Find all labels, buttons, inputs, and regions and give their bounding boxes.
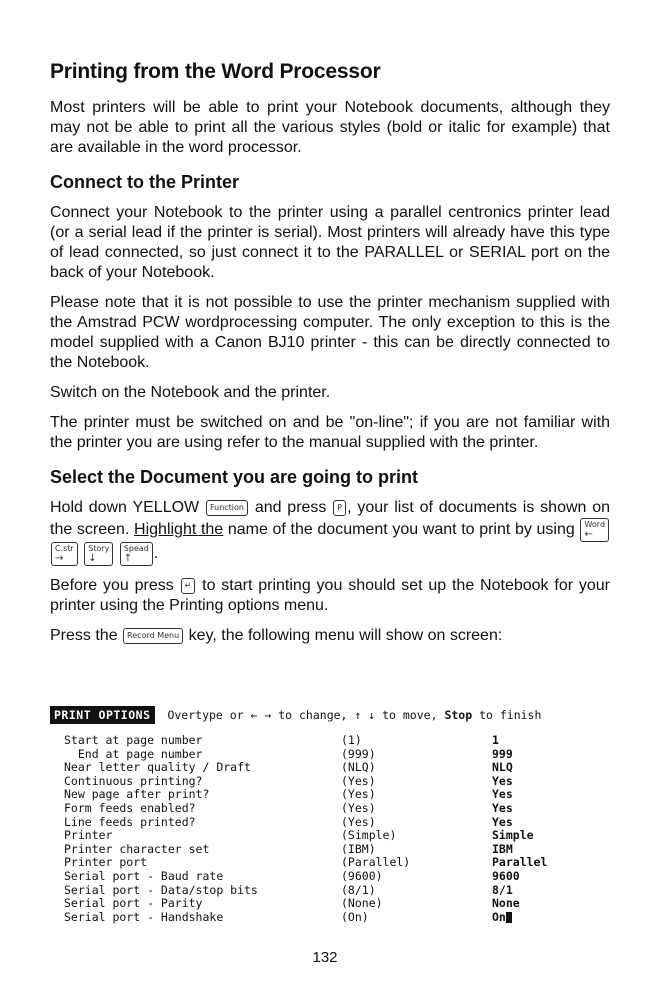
option-row[interactable] xyxy=(50,775,610,789)
option-row[interactable] xyxy=(50,897,610,911)
option-value-field[interactable]: IBM xyxy=(492,841,513,856)
option-row[interactable] xyxy=(50,788,610,802)
text-cursor-icon xyxy=(506,912,512,923)
options-list xyxy=(50,734,610,924)
option-value-field[interactable]: On xyxy=(492,909,506,924)
option-row[interactable] xyxy=(50,816,610,830)
option-value-field[interactable]: 9600 xyxy=(492,868,520,883)
option-row[interactable] xyxy=(50,911,610,925)
connect-paragraph-1: Connect your Notebook to the printer using a parallel centronics printer lead (or a serial lead if the printer is serial). Most printers will already have this type of lead connected, so just connect it to the PARALLEL or SERIAL port on the back of your Notebook. xyxy=(50,204,610,281)
option-label: Serial port - Data/stop bits xyxy=(64,882,258,897)
option-label: Start at page number xyxy=(64,733,203,747)
option-value-field[interactable]: None xyxy=(492,896,520,911)
option-default: (Yes) xyxy=(341,800,376,815)
section-heading-select: Select the Document you are going to print xyxy=(50,467,419,487)
up-key-icon: Spead ↑ xyxy=(120,542,153,566)
text: , your list of documents is shown on the screen. xyxy=(50,499,611,539)
option-default: (999) xyxy=(341,746,376,761)
option-row[interactable] xyxy=(50,884,610,898)
option-value-field[interactable]: Parallel xyxy=(492,855,548,870)
connect-paragraph-3: Switch on the Notebook and the printer. xyxy=(50,384,331,401)
option-row[interactable] xyxy=(50,802,610,816)
option-label: Continuous printing? xyxy=(64,773,203,788)
option-value-field[interactable]: 999 xyxy=(492,746,513,761)
section-heading-connect: Connect to the Printer xyxy=(50,172,240,192)
text: name of the document you want to print by using xyxy=(227,521,575,539)
menu-hint: Overtype or ← → to change, ↑ ↓ to move, Stop to finish xyxy=(167,708,542,722)
option-label: New page after print? xyxy=(64,787,210,802)
page-title: Printing from the Word Processor xyxy=(50,60,381,83)
record-menu-key-icon: Record Menu xyxy=(123,628,183,644)
text: Hold down YELLOW xyxy=(50,499,200,516)
option-label: Near letter quality / Draft xyxy=(64,760,251,775)
option-value-field[interactable]: Yes xyxy=(492,773,513,788)
option-default: (Parallel) xyxy=(341,855,411,870)
option-label: Serial port - Handshake xyxy=(64,909,224,924)
option-value-field[interactable]: Yes xyxy=(492,814,513,829)
option-value-field[interactable]: 8/1 xyxy=(492,882,513,897)
option-default: (Simple) xyxy=(341,828,397,843)
function-key-icon: Function xyxy=(206,500,248,516)
option-label: Printer port xyxy=(64,855,148,870)
option-row[interactable] xyxy=(50,748,610,762)
menu-title: PRINT OPTIONS xyxy=(50,706,155,724)
option-label: Printer character set xyxy=(64,841,210,856)
option-default: (NLQ) xyxy=(341,760,376,775)
select-paragraph-1: Hold down YELLOW Function and press P , your list of documents is shown on the screen. Highlight the name of the document you want to print by using Word ← C.str → Story ↓ Spead ↑ . xyxy=(50,499,611,564)
option-default: (Yes) xyxy=(341,787,376,802)
option-label: End at page number xyxy=(64,746,203,761)
option-row[interactable] xyxy=(50,761,610,775)
option-row[interactable] xyxy=(50,856,610,870)
option-default: (None) xyxy=(341,896,383,911)
select-paragraph-3: Press the Record Menu key, the following menu will show on screen: xyxy=(50,627,503,644)
option-default: (1) xyxy=(341,733,362,747)
intro-paragraph: Most printers will be able to print your Notebook documents, although they may not be able to print all the various styles (bold or italic for example) that are available in the word processor. xyxy=(50,99,610,156)
option-value-field[interactable]: 1 xyxy=(492,733,499,747)
option-row[interactable] xyxy=(50,734,610,748)
option-default: (Yes) xyxy=(341,773,376,788)
p-key-icon: P xyxy=(333,500,346,516)
option-value-field[interactable]: NLQ xyxy=(492,760,513,775)
page-number: 132 xyxy=(312,949,338,966)
menu-bar xyxy=(50,706,610,724)
highlight-text: Highlight the xyxy=(134,521,224,539)
option-value-field[interactable]: Simple xyxy=(492,828,534,843)
option-value-field[interactable]: Yes xyxy=(492,800,513,815)
select-paragraph-2: Before you press ↵ to start printing you should set up the Notebook for your printer using the Printing options menu. xyxy=(50,577,611,614)
enter-key-icon: ↵ xyxy=(181,578,196,594)
option-default: (8/1) xyxy=(341,882,376,897)
print-options-screen xyxy=(50,706,610,924)
option-value-field[interactable]: Yes xyxy=(492,787,513,802)
connect-paragraph-2: Please note that it is not possible to use the printer mechanism supplied with the Amstrad PCW wordprocessing computer. The only exception to this is the model supplied with a Canon BJ10 printer - this can be directly connected to the Notebook. xyxy=(50,294,610,371)
option-row[interactable] xyxy=(50,829,610,843)
down-key-icon: Story ↓ xyxy=(84,542,113,566)
option-row[interactable] xyxy=(50,843,610,857)
word-right-key-icon: C.str → xyxy=(51,542,78,566)
option-label: Line feeds printed? xyxy=(64,814,196,829)
text: and press xyxy=(254,499,327,516)
option-default: (9600) xyxy=(341,868,383,883)
word-left-key-icon: Word ← xyxy=(580,518,609,542)
manual-page xyxy=(50,60,610,656)
option-default: (IBM) xyxy=(341,841,376,856)
connect-paragraph-4: The printer must be switched on and be "on-line"; if you are not familiar with the printer you are using refer to the manual supplied with the printer. xyxy=(50,414,610,451)
option-label: Form feeds enabled? xyxy=(64,800,196,815)
option-label: Printer xyxy=(64,828,113,843)
option-row[interactable] xyxy=(50,870,610,884)
option-label: Serial port - Baud rate xyxy=(64,868,224,883)
option-label: Serial port - Parity xyxy=(64,896,203,911)
option-default: (On) xyxy=(341,909,369,924)
option-default: (Yes) xyxy=(341,814,376,829)
